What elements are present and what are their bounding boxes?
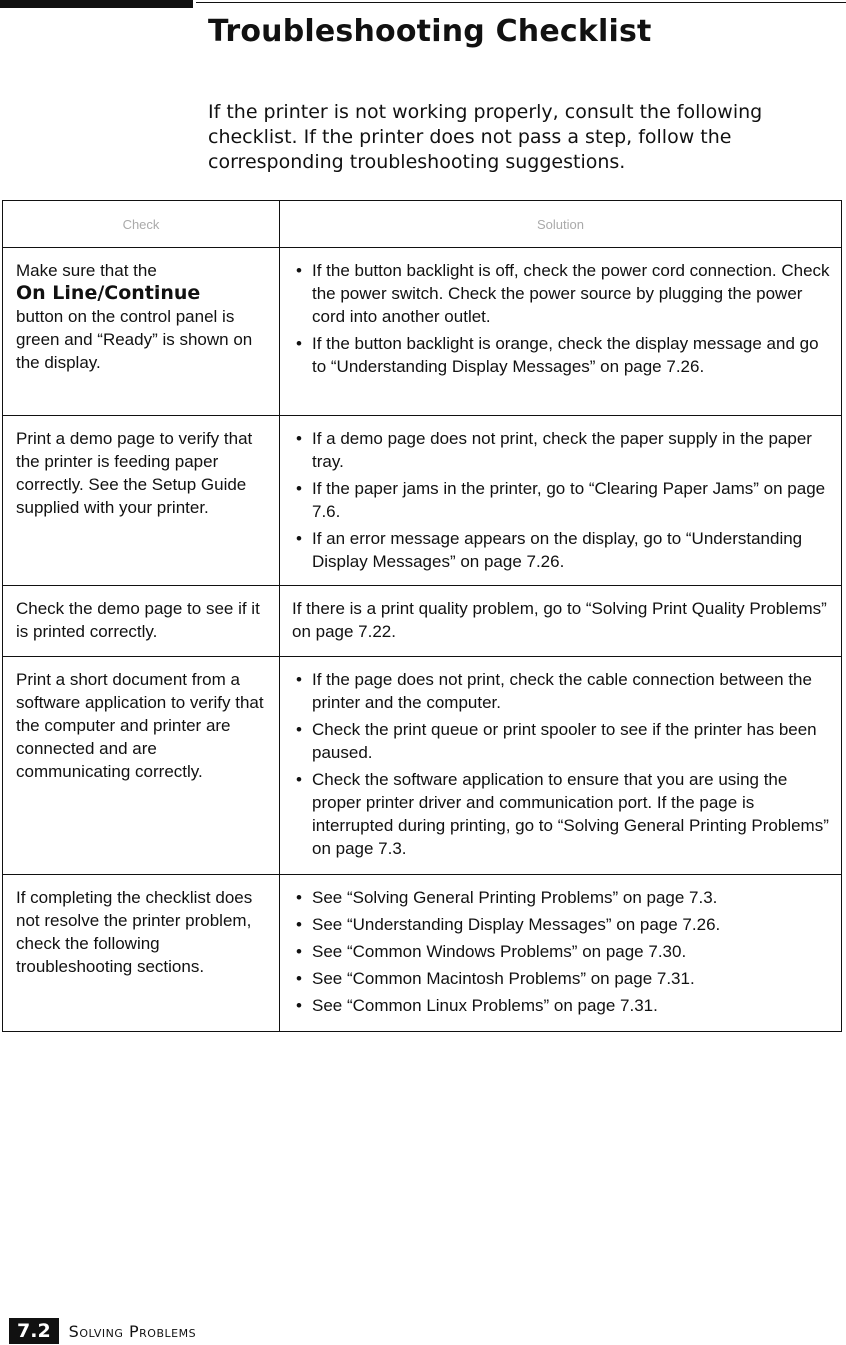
solution-cell [280,875,842,1032]
table-header-row [3,201,842,248]
table-row [3,416,842,586]
section-label: Solving Problems [68,1321,197,1341]
solution-list [292,668,831,860]
solution-list [292,427,831,573]
top-rule-line [196,2,846,3]
troubleshooting-checklist-table [2,200,842,1032]
check-text: Make sure that the [16,261,157,280]
list-item: • See “Common Windows Problems” on page 7.30. [292,940,831,963]
list-item: • If a demo page does not print, check the paper supply in the paper tray. [292,427,831,473]
list-item: • Check the print queue or print spooler to see if the printer has been paused. [292,718,831,764]
online-continue-label: On Line/Continue [16,282,201,304]
list-item: • Check the software application to ensure that you are using the proper printer driver and communication port. If the page is interrupted during printing, go to “Solving General Printing Problems” on page 7.3. [292,768,831,860]
check-text: button on the control panel is green and “Ready” is shown on the display. [16,307,253,372]
table-row [3,248,842,416]
list-item: • See “Understanding Display Messages” on page 7.26. [292,913,831,936]
page-title: Troubleshooting Checklist [208,14,652,49]
check-cell: Check the demo page to see if it is printed correctly. [3,586,280,657]
list-item: • If the button backlight is orange, check the display message and go to “Understanding Display Messages” on page 7.26. [292,332,831,378]
header-solution: Solution [280,201,842,248]
header-check: Check [3,201,280,248]
solution-cell: If there is a print quality problem, go to “Solving Print Quality Problems” on page 7.22. [280,586,842,657]
solution-cell [280,416,842,586]
list-item: • If the paper jams in the printer, go to “Clearing Paper Jams” on page 7.6. [292,477,831,523]
top-decorative-bar [0,0,193,8]
list-item: • If an error message appears on the display, go to “Understanding Display Messages” on page 7.26. [292,527,831,573]
table-row [3,586,842,657]
check-cell: If completing the checklist does not resolve the printer problem, check the following troubleshooting sections. [3,875,280,1032]
list-item: • See “Common Macintosh Problems” on page 7.31. [292,967,831,990]
list-item: • See “Solving General Printing Problems” on page 7.3. [292,886,831,909]
check-cell [3,248,280,416]
page-footer [9,1318,196,1344]
table-row [3,875,842,1032]
page-number-badge: 7.2 [9,1318,59,1344]
solution-list [292,259,831,378]
check-cell: Print a short document from a software application to verify that the computer and printer are connected and are communicating correctly. [3,657,280,875]
solution-list [292,886,831,1017]
list-item: • If the page does not print, check the cable connection between the printer and the computer. [292,668,831,714]
check-cell: Print a demo page to verify that the printer is feeding paper correctly. See the Setup Guide supplied with your printer. [3,416,280,586]
solution-cell [280,248,842,416]
list-item: • See “Common Linux Problems” on page 7.31. [292,994,831,1017]
list-item: • If the button backlight is off, check the power cord connection. Check the power switch. Check the power source by plugging the power cord into another outlet. [292,259,831,328]
intro-paragraph: If the printer is not working properly, consult the following checklist. If the printer does not pass a step, follow the corresponding troubleshooting suggestions. [208,101,763,173]
table-row [3,657,842,875]
solution-cell [280,657,842,875]
